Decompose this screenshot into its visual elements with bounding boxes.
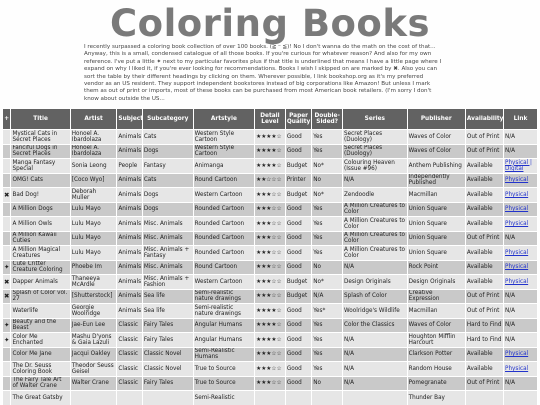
cell-double-sided: No* [312,159,343,174]
cell-series: N/A [343,347,408,362]
cell-detail-level: ★★★★☆ [255,318,286,333]
cell-link: N/A [504,318,538,333]
cell-detail-level: ★★★☆☆ [255,362,286,377]
cell-subject: Animals [117,144,142,159]
cell-paper-quality [285,391,311,405]
cell-title: Fanciful Dogs in Secret Places [11,144,70,159]
cell-paper-quality: Printer [285,173,311,188]
cell-series: N/A [343,333,408,348]
cell-publisher: Union Square [407,217,465,232]
cell-series: N/A [343,260,408,275]
cell-subject: Animals [117,289,142,304]
cell-publisher: Waves of Color [407,144,465,159]
cell-availability: Available [465,202,503,217]
cell-artist: Lulu Mayo [70,202,117,217]
cell-series: N/A [343,376,408,391]
table-row [3,304,538,319]
intro-line: reference. I've put a little ✦ next to my particular favorites plus if that title is underlined that means I have a little page where I [84,58,442,65]
cell-subcategory: Classic Novel [142,347,193,362]
cell-double-sided: Yes [312,231,343,246]
cell-publisher: Waves of Color [407,318,465,333]
cell-availability: Out of Print [465,376,503,391]
cell-double-sided [312,391,343,405]
cell-artstyle: Semi-Realistic Humans [193,347,254,362]
cell-paper-quality: Good [285,304,311,319]
page-title: Coloring Books [110,2,430,45]
column-header-detail-level[interactable]: Detail Level [255,109,286,130]
cell-subject: Classic [117,376,142,391]
cell-availability: Hard to Find [465,318,503,333]
cell-artist: Honoel A. Ibardolaza [70,130,117,145]
cell-publisher: Design Originals [407,275,465,290]
cell-artist: [Coco Wyo] [70,173,117,188]
cell-paper-quality: Good [285,333,311,348]
cell-artstyle: Rounded Cartoon [193,246,254,261]
table-body [3,130,538,405]
cell-publisher: Union Square [407,246,465,261]
cell-detail-level [255,391,286,405]
cell-detail-level: ★★★★☆ [255,304,286,319]
cell-link[interactable]: Physical [504,246,538,261]
cell-series: N/A [343,173,408,188]
cell-double-sided: Yes [312,202,343,217]
cell-availability: Out of Print [465,144,503,159]
cell-availability: Available [465,173,503,188]
row-mark [3,304,11,319]
cell-artist: Lulu Mayo [70,217,117,232]
cell-subject [117,391,142,405]
table-header-row [3,109,538,130]
row-mark: ✦ [3,333,11,348]
row-mark: ✦ [3,318,11,333]
cell-artist: Mashu D'yons & Gaia Lazuli [70,333,117,348]
cell-publisher: Union Square [407,202,465,217]
table-row [3,144,538,159]
row-mark [3,347,11,362]
cell-subcategory: Cats [142,130,193,145]
cell-title: OMG! Cats [11,173,70,188]
intro-paragraph [84,44,460,103]
cell-publisher: Pomegranate [407,376,465,391]
cell-artist: Walter Crane [70,376,117,391]
column-header-publisher[interactable]: Publisher [407,109,465,130]
cell-availability: Available [465,275,503,290]
cell-artstyle: True to Source [193,376,254,391]
cell-paper-quality: Good [285,318,311,333]
cell-paper-quality: Budget [285,159,311,174]
cell-title: The Dr. Seuss Coloring Book [11,362,70,377]
cell-artist: Jae-Eun Lee [70,318,117,333]
row-mark: ✖ [3,188,11,203]
table-row [3,130,538,145]
cell-publisher: Independently Published [407,173,465,188]
cell-subject: Animals [117,202,142,217]
cell-title: A Million Dogs [11,202,70,217]
table-row [3,159,538,174]
cell-detail-level: ★★★☆☆ [255,188,286,203]
column-header-paper-quality[interactable]: Paper Quality [285,109,311,130]
cell-double-sided: Yes [312,333,343,348]
cell-detail-level: ★★★★☆ [255,130,286,145]
cell-artstyle: Rounded Cartoon [193,231,254,246]
cell-detail-level: ★★★☆☆ [255,217,286,232]
table-row [3,260,538,275]
cell-double-sided: Yes [312,347,343,362]
table-row [3,376,538,391]
cell-detail-level: ★★★★☆ [255,333,286,348]
cell-series: Splash of Color [343,289,408,304]
cell-double-sided: Yes [312,246,343,261]
cell-artstyle: Western Cartoon [193,188,254,203]
row-mark: ✦ [3,260,11,275]
row-mark: ✖ [3,289,11,304]
cell-link[interactable]: Physical [504,188,538,203]
cell-availability: Available [465,159,503,174]
cell-artstyle: Angular Humans [193,318,254,333]
cell-artstyle: Round Cartoon [193,260,254,275]
cell-subcategory: Misc. Animals [142,231,193,246]
cell-series: Design Originals [343,275,408,290]
cell-subject: Classic [117,362,142,377]
cell-publisher: Macmillan [407,188,465,203]
cell-artist: Georgie Woolridge [70,304,117,319]
cell-paper-quality: Good [285,246,311,261]
column-header-artist[interactable]: Artist [70,109,117,130]
cell-artstyle: Semi-realistic nature drawings [193,304,254,319]
cell-double-sided: Yes [312,362,343,377]
cell-title: A Million Kawaii Cuties [11,231,70,246]
column-header-double-sided[interactable]: Double-Sided? [312,109,343,130]
cell-availability: Available [465,217,503,232]
cell-title: A Million Magical Creatures [11,246,70,261]
cell-series [343,391,408,405]
intro-line: expand on why I liked it, if you're ever looking for recommendations. Books I wish I skipped on are marked by ✖. Also you can [84,66,438,73]
cell-availability: Available [465,246,503,261]
cell-availability: Available [465,260,503,275]
cell-artist: Theodor Seuss Geisel [70,362,117,377]
cell-artist: Lulu Mayo [70,231,117,246]
cell-subject: Animals [117,304,142,319]
cell-subject: Animals [117,188,142,203]
cell-artist: Honoel A. Ibardolaza [70,144,117,159]
row-mark [3,144,11,159]
cell-detail-level: ★★★☆☆ [255,260,286,275]
cell-artist [70,391,117,405]
cell-paper-quality: Budget [285,275,311,290]
cell-title: A Million Owls [11,217,70,232]
cell-availability: Available [465,347,503,362]
cell-title: Manga Fantasy Special [11,159,70,174]
cell-detail-level: ★★★☆☆ [255,246,286,261]
cell-paper-quality: Good [285,260,311,275]
table-row [3,289,538,304]
cell-subcategory: Sea life [142,304,193,319]
cell-subcategory: Fairy Tales [142,333,193,348]
row-mark [3,202,11,217]
cell-series: A Million Creatures to Color [343,246,408,261]
cell-title: Color Me Enchanted [11,333,70,348]
cell-subcategory: Fantasy [142,159,193,174]
cell-availability: Hard to Find [465,333,503,348]
table-row [3,318,538,333]
column-header-favorite-mark[interactable]: + [3,109,11,130]
cell-series: Colouring Heaven (Issue #96) [343,159,408,174]
cell-availability: Available [465,188,503,203]
cell-subcategory: Fairy Tales [142,318,193,333]
cell-artstyle: Western Cartoon [193,275,254,290]
cell-subcategory: Cats [142,173,193,188]
cell-paper-quality: Good [285,202,311,217]
column-header-subject[interactable]: Subject [117,109,142,130]
cell-artstyle: True to Source [193,362,254,377]
cell-artist: Jacqui Oakley [70,347,117,362]
row-mark [3,231,11,246]
cell-subject: Classic [117,318,142,333]
cell-publisher: Creative Expression [407,289,465,304]
catalogue-table [2,108,538,405]
cell-availability: Out of Print [465,130,503,145]
row-mark [3,159,11,174]
cell-availability: Out of Print [465,304,503,319]
cell-link: N/A [504,333,538,348]
cell-artstyle: Animanga [193,159,254,174]
cell-link: N/A [504,304,538,319]
cell-subject: Animals [117,130,142,145]
cell-publisher: Clarkson Potter [407,347,465,362]
cell-title: Cute Critter Creature Coloring [11,260,70,275]
cell-paper-quality: Good [285,144,311,159]
cell-paper-quality: Good [285,217,311,232]
cell-series: Woolridge's Wildlife [343,304,408,319]
cell-publisher: Macmillan [407,304,465,319]
cell-subject: Animals [117,173,142,188]
cell-publisher: Anthem Publishing [407,159,465,174]
cell-double-sided: No [312,173,343,188]
column-header-availability[interactable]: Availability [465,109,503,130]
cell-publisher: Rock Point [407,260,465,275]
cell-link[interactable]: Physical [504,173,538,188]
cell-double-sided: No [312,260,343,275]
row-mark [3,173,11,188]
cell-subject: Animals [117,246,142,261]
table-row [3,231,538,246]
cell-publisher: Houghton Mifflin Harcourt [407,333,465,348]
cell-subject: People [117,159,142,174]
row-mark [3,130,11,145]
cell-artstyle: Semi-realistic nature drawings [193,289,254,304]
cell-double-sided: No* [312,188,343,203]
cell-subcategory: Dogs [142,144,193,159]
table-row [3,246,538,261]
intro-line: vendor as an US resident. They support independent bookstores instead of big corporations like Amazon! But unless I mark [84,81,431,88]
cell-link: N/A [504,130,538,145]
cell-artstyle: Western Style Cartoon [193,130,254,145]
cell-detail-level: ★★★☆☆ [255,289,286,304]
column-header-series[interactable]: Series [343,109,408,130]
cell-subcategory: Fairy Tales [142,376,193,391]
cell-double-sided: Yes* [312,304,343,319]
cell-artist: Phoebe Im [70,260,117,275]
intro-line: them as out of print or imports, most of these books can be purchased from most American book retailers. (I'm sorry I don't [84,88,432,95]
cell-series: Secret Places (Duology) [343,144,408,159]
cell-detail-level: ★★★★☆ [255,159,286,174]
cell-artstyle: Angular Humans [193,333,254,348]
cell-artstyle: Semi-Realistic [193,391,254,405]
cell-paper-quality: Good [285,130,311,145]
cell-double-sided: N/A [312,289,343,304]
cell-subcategory [142,391,193,405]
cell-title: Bad Dog! [11,188,70,203]
cell-series: A Million Creatures to Color [343,202,408,217]
intro-line: know about outside the US... [84,95,165,102]
row-mark [3,362,11,377]
cell-double-sided: Yes [312,130,343,145]
cell-subject: Animals [117,231,142,246]
cell-artstyle: Rounded Cartoon [193,202,254,217]
cell-link[interactable]: Physical [504,260,538,275]
cell-paper-quality: Good [285,362,311,377]
cell-double-sided: No* [312,275,343,290]
cell-publisher: Waves of Color [407,130,465,145]
cell-link: N/A [504,289,538,304]
cell-title: Color Me Jane [11,347,70,362]
cell-link[interactable]: Physical [504,347,538,362]
cell-subcategory: Dogs [142,202,193,217]
cell-title: The Fairy Tale Art of Walter Crane [11,376,70,391]
cell-series: Zendoodle [343,188,408,203]
cell-artstyle: Rounded Cartoon [193,217,254,232]
cell-detail-level: ★★★★☆ [255,144,286,159]
cell-detail-level: ★★☆☆☆ [255,173,286,188]
catalogue-table-container[interactable] [2,108,538,405]
cell-detail-level: ★★★☆☆ [255,202,286,217]
cell-title: Beauty and the Beast [11,318,70,333]
cell-detail-level: ★★★☆☆ [255,376,286,391]
cell-subject: Classic [117,333,142,348]
cell-series: A Million Creatures to Color [343,217,408,232]
row-mark [3,376,11,391]
cell-subcategory: Misc. Animals [142,260,193,275]
cell-series: Color the Classics [343,318,408,333]
cell-title: Dapper Animals [11,275,70,290]
cell-artstyle: Round Cartoon [193,173,254,188]
cell-subcategory: Dogs [142,188,193,203]
cell-availability: Out of Print [465,231,503,246]
cell-title: The Great Gatsby [11,391,70,405]
cell-link: N/A [504,144,538,159]
column-header-subcategory[interactable]: Subcategory [142,109,193,130]
cell-series: Secret Places (Duology) [343,130,408,145]
row-mark: ✖ [3,275,11,290]
table-row [3,173,538,188]
cell-title: Waterlife [11,304,70,319]
cell-double-sided: Yes [312,217,343,232]
cell-title: Splash of Color vol. 27 [11,289,70,304]
cell-detail-level: ★★★☆☆ [255,275,286,290]
table-row [3,202,538,217]
column-header-artstyle[interactable]: Artstyle [193,109,254,130]
cell-link: N/A [504,231,538,246]
cell-series: A Million Creatures to Color [343,231,408,246]
cell-publisher: Random House [407,362,465,377]
column-header-link[interactable]: Link [504,109,538,130]
row-mark [3,391,11,405]
cell-availability: Out of Print [465,289,503,304]
table-row [3,275,538,290]
cell-double-sided: Yes [312,318,343,333]
cell-detail-level: ★★★☆☆ [255,347,286,362]
cell-subcategory: Misc. Animals [142,217,193,232]
cell-paper-quality: Good [285,376,311,391]
cell-detail-level: ★★★☆☆ [255,231,286,246]
cell-availability [465,391,503,405]
intro-line: Anyway, this is a small, condensed catalogue of all those books. If you're curious for whatever reason? And also for my own [84,51,432,58]
cell-paper-quality: Budget [285,188,311,203]
cell-link[interactable]: Physical [504,217,538,232]
cell-subcategory: Sea life [142,289,193,304]
table-row [3,333,538,348]
cell-subject: Animals [117,260,142,275]
column-header-title[interactable]: Title [11,109,70,130]
cell-subcategory: Misc. Animals + Fantasy [142,246,193,261]
row-mark [3,217,11,232]
table-row [3,217,538,232]
cell-availability: Available [465,362,503,377]
cell-title: Mystical Cats in Secret Places [11,130,70,145]
cell-subject: Animals [117,217,142,232]
cell-artist: Thaneeya McArdle [70,275,117,290]
table-row [3,391,538,405]
table-row [3,188,538,203]
cell-link[interactable]: Physical [504,202,538,217]
cell-paper-quality: Good [285,347,311,362]
intro-line: I recently surpassed a coloring book collection of over 100 books. (≧ ᵕ ≦)! No I don't wanna do the math on the cost of that... [84,44,436,50]
cell-paper-quality: Good [285,231,311,246]
cell-subject: Classic [117,347,142,362]
cell-link[interactable]: Physical [504,275,538,290]
cell-artist: Lulu Mayo [70,246,117,261]
table-row [3,347,538,362]
cell-double-sided: Yes [312,144,343,159]
cell-subcategory: Misc. Animals + Fashion [142,275,193,290]
cell-link [504,391,538,405]
cell-subcategory: Classic Novel [142,362,193,377]
cell-paper-quality: Budget [285,289,311,304]
cell-series: N/A [343,362,408,377]
intro-line: sort the table by their different headings by clicking on them. Wherever possible, I link bookshop.org as it's my preferred [84,73,424,80]
cell-publisher: Union Square [407,231,465,246]
cell-artist: Deborah Muller [70,188,117,203]
cell-publisher: Thunder Bay [407,391,465,405]
row-mark [3,246,11,261]
cell-link[interactable]: Physical [504,362,538,377]
cell-double-sided: No [312,376,343,391]
cell-artist: [Shutterstock] [70,289,117,304]
cell-subject: Animals [117,275,142,290]
cell-artstyle: Western Style Cartoon [193,144,254,159]
cell-artist: Sonia Leong [70,159,117,174]
cell-link: N/A [504,376,538,391]
table-row [3,362,538,377]
cell-link[interactable]: Physical | Digital [504,159,538,174]
